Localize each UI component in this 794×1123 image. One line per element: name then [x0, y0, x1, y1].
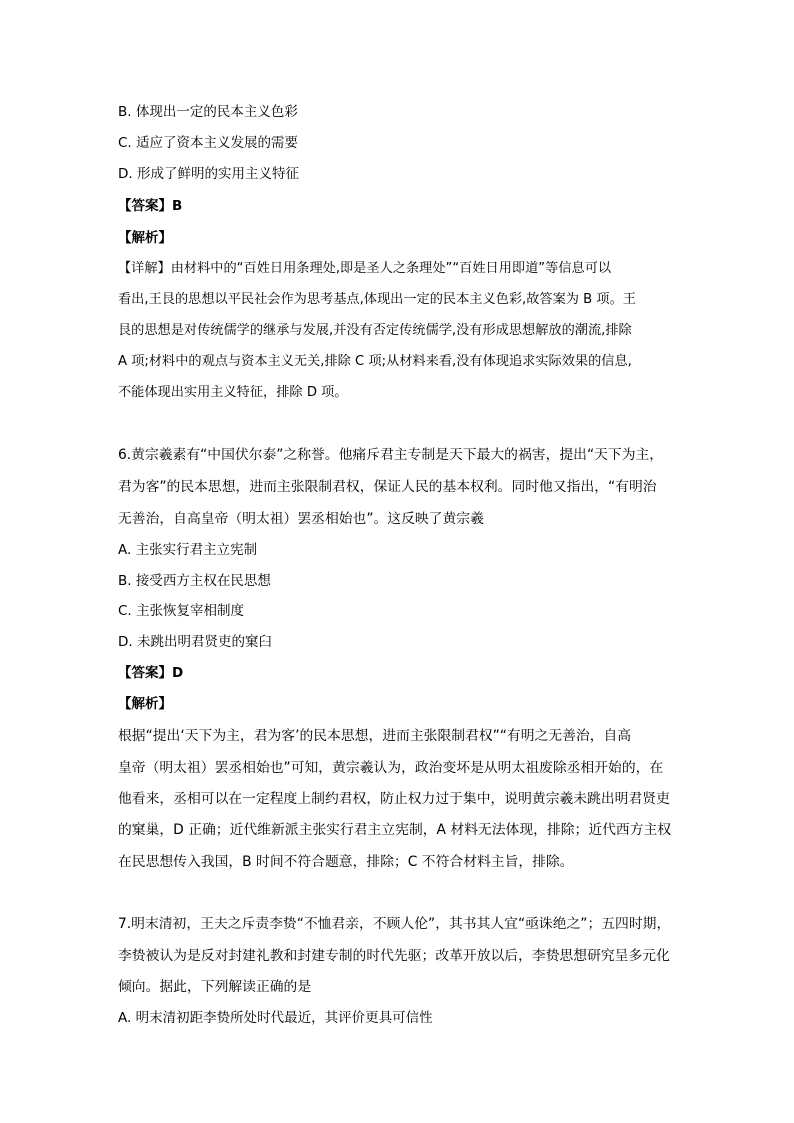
q5-answer: [118, 196, 182, 216]
q7-stem-line: 李贽被认为是反对封建礼教和封建专制的时代先驱；改革开放以后，李贽思想研究呈多元化: [118, 948, 670, 964]
q6-stem-line: 君为客”的民本思想，进而主张限制君权，保证人民的基本权利。同时他又指出，“有明治: [118, 479, 657, 495]
q5-detail-line: 不能体现出实用主义特征，排除 D 项。: [118, 385, 348, 400]
q5-detail-line: 艮的思想是对传统儒学的继承与发展,并没有否定传统儒学,没有形成思想解放的潮流,排除: [118, 323, 632, 338]
q6-analysis-line: 皇帝（明太祖）罢丞相始也”可知，黄宗羲认为，政治变坏是从明太祖废除丞相开始的，在: [118, 760, 664, 776]
q5-detail-line: 看出,王艮的思想以平民社会作为思考基点,体现出一定的民本主义色彩,故答案为 B 项。王: [118, 292, 636, 307]
q6-answer-tag: 【答案】: [118, 665, 172, 681]
q6-analysis-line: 在民思想传入我国，B 时间不符合题意，排除；C 不符合材料主旨，排除。: [118, 854, 574, 870]
q6-analysis-line: 的窠巢，D 正确；近代维新派主张实行君主立宪制，A 材料无法体现，排除；近代西方主权: [118, 822, 672, 838]
q7-option-a: A. 明末清初距李贽所处时代最近，其评价更具可信性: [118, 1010, 433, 1026]
q6-option-b: B. 接受西方主权在民思想: [118, 573, 271, 589]
q6-stem-line: 无善治，自高皇帝（明太祖）罢丞相始也”。这反映了黄宗羲: [118, 511, 484, 527]
q6-stem-line: 6.黄宗羲素有“中国伏尔泰”之称誉。他痛斥君主专制是天下最大的祸害，提出“天下为主，: [118, 447, 664, 463]
q7-stem-line: 倾向。据此，下列解读正确的是: [118, 979, 312, 995]
q6-analysis-line: 他看来，丞相可以在一定程度上制约君权，防止权力过于集中，说明黄宗羲未跳出明君贤吏: [118, 791, 670, 807]
q5-answer-value: B: [172, 198, 183, 214]
q6-option-d: D. 未跳出明君贤吏的窠臼: [118, 634, 272, 650]
q6-analysis-tag: 【解析】: [118, 696, 172, 712]
q6-analysis-line: 根据“提出‘天下为主，君为客’的民本思想，进而主张限制君权”“有明之无善治，自高: [118, 728, 632, 744]
q5-answer-tag: 【答案】: [118, 198, 172, 214]
q6-answer: [118, 663, 183, 683]
q5-option-c: C. 适应了资本主义发展的需要: [118, 135, 299, 151]
q5-analysis-tag: 【解析】: [118, 230, 172, 246]
q6-option-a: A. 主张实行君主立宪制: [118, 542, 258, 558]
q6-answer-value: D: [172, 665, 184, 681]
q5-option-b: B. 体现出一定的民本主义色彩: [118, 104, 298, 120]
q5-detail-line: 【详解】由材料中的“百姓日用条理处,即是圣人之条理处”“百姓日用即道”等信息可以: [118, 261, 612, 276]
q5-detail-line: A 项;材料中的观点与资本主义无关,排除 C 项;从材料来看,没有体现追求实际效果的信息,: [118, 354, 632, 369]
q6-option-c: C. 主张恢复宰相制度: [118, 603, 245, 619]
q7-stem-line: 7.明末清初，王夫之斥责李贽“不恤君亲，不顾人伦”，其书其人宜“亟诛绝之”；五四时期，: [118, 916, 671, 932]
q5-option-d: D. 形成了鲜明的实用主义特征: [118, 166, 299, 182]
